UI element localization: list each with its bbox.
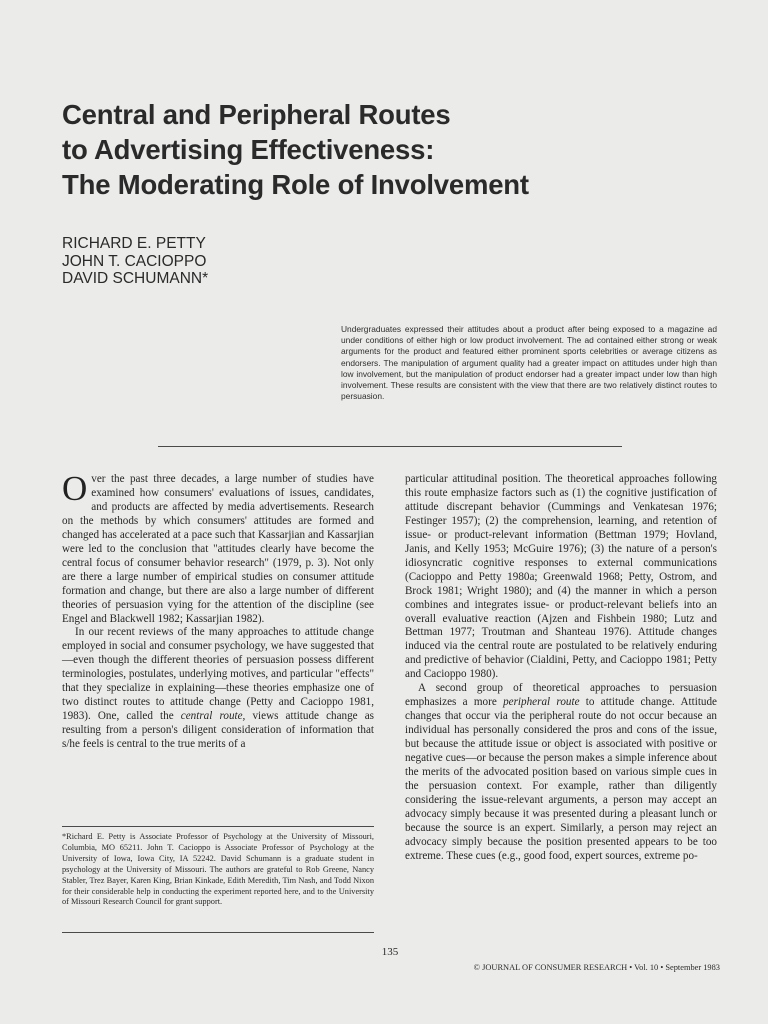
emphasized-term: peripheral route (503, 696, 580, 709)
body-column-right (405, 473, 717, 864)
paragraph (405, 682, 717, 863)
paragraph (62, 626, 374, 752)
paragraph-text: A second group of theoretical approaches to persuasion emphasizes a more (405, 682, 717, 709)
title-line: to Advertising Effectiveness: (62, 134, 435, 165)
title-line: The Moderating Role of Involvement (62, 169, 529, 200)
drop-cap: O (62, 469, 88, 508)
paragraph-text: to attitude change. Attitude changes that occur via the peripheral route do not occur because an individual has personally considered the pros and cons of the issue, but because the attitude issue or object is associated with positive or negative cues—or because the person makes a simple inference about the merits of the advocated position based on various simple cues in the persuasion context. For example, rather than diligently considering the issue-relevant arguments, a person may accept an advocacy simply because it was presented during a pleasant lunch or because the source is an expert. Similarly, a person may reject an advocacy simply because the position presented appears to be too extreme. These cues (e.g., good food, expert sources, extreme po- (405, 696, 717, 862)
title-line: Central and Peripheral Routes (62, 99, 451, 130)
emphasized-term: central route, (180, 710, 246, 723)
author-footnote: *Richard E. Petty is Associate Professor of Psychology at the University of Missouri, Columbia, MO 65211. John T. Cacioppo is Associate Professor of Psychology at the University of Iowa, Iowa City, IA 52242. David Schumann is a graduate student in psychology at the University of Missouri. The authors are grateful to Rob Greene, Nancy Stabler, Trez Bayer, Karen King, Brian Kinkade, Edith Meredith, Tim Nash, and Todd Nixon for their considerable help in conducting the experiment reported here, and to the University of Missouri Research Council for grant support. (62, 832, 374, 907)
author-name: JOHN T. CACIOPPO (62, 252, 207, 270)
abstract: Undergraduates expressed their attitudes about a product after being exposed to a magazine ad under conditions of either high or low product involvement. The ad contained either strong or weak arguments for the product and featured either prominent sports celebrities or average citizens as endorsers. The manipulation of argument quality had a greater impact on attitudes under high than low involvement, but the manipulation of product endorser had a greater impact under low than high involvement. These results are consistent with the view that there are two relatively distinct routes to persuasion. (341, 324, 717, 402)
section-divider (158, 446, 622, 447)
paragraph-text: views attitude change as resulting from a person's diligent consideration of information that s/he feels is central to the true merits of a (62, 710, 375, 751)
paragraph (405, 473, 717, 682)
paragraph-text: ver the past three decades, a large number of studies have examined how consumers' evaluations of issues, candidates, and products are affected by media advertisements. Research on the methods by which consumers' attitudes are formed and changed has accelerated at a pace such that Kassarjian and Kassarjian were led to the conclusion that "attitudes clearly have become the central focus of consumer behavior research" (1979, p. 3). Not only are there a large number of empirical studies on consumer attitude formation and change, but there are also a large number of different theories of persuasion vying for the attention of the discipline (see Engel and Blackwell 1982; Kassarjian 1982). (62, 473, 374, 625)
page-number: 135 (381, 946, 399, 958)
paragraph-text: particular attitudinal position. The theoretical approaches following this route emphasize factors such as (1) the cognitive justification of attitude discrepant behavior (Cummings and Venkatesan 1976; Festinger 1957); (2) the comprehension, learning, and retention of issue- or product-relevant information (Bettman 1979; Hovland, Janis, and Kelly 1953; McGuire 1976); (3) the nature of a person's idiosyncratic cognitive responses to external communications (Cacioppo and Petty 1980a; Greenwald 1968; Petty, Ostrom, and Brock 1981; Wright 1980); and (4) the manner in which a person combines and integrates issue- or product-relevant beliefs into an overall evaluative reaction (Ajzen and Fishbein 1980; Lutz and Bettman 1977; Troutman and Shanteau 1976). Attitude changes induced via the central route are postulated to be relatively enduring and predictive of behavior (Cialdini, Petty, and Cacioppo 1981; Petty and Cacioppo 1980). (405, 473, 717, 681)
author-name: RICHARD E. PETTY (62, 235, 206, 252)
author-name: DAVID SCHUMANN* (62, 270, 209, 287)
journal-citation: © JOURNAL OF CONSUMER RESEARCH • Vol. 10 • September 1983 (473, 963, 720, 972)
article-title (62, 97, 622, 202)
footnote-divider (62, 826, 374, 827)
paragraph-text: In our recent reviews of the many approaches to attitude change employed in social and consumer psychology, we have suggested that—even though the different theories of persuasion possess different terminologies, postulates, underlying motives, and particular "effects" that they specialize in explaining—these theories emphasize one of two distinct routes to attitude change (Petty and Cacioppo 1981, 1983). One, called the (62, 626, 374, 723)
paragraph (62, 469, 374, 626)
body-column-left (62, 469, 375, 752)
footnote-bottom-rule (62, 932, 374, 933)
author-list (62, 235, 208, 288)
